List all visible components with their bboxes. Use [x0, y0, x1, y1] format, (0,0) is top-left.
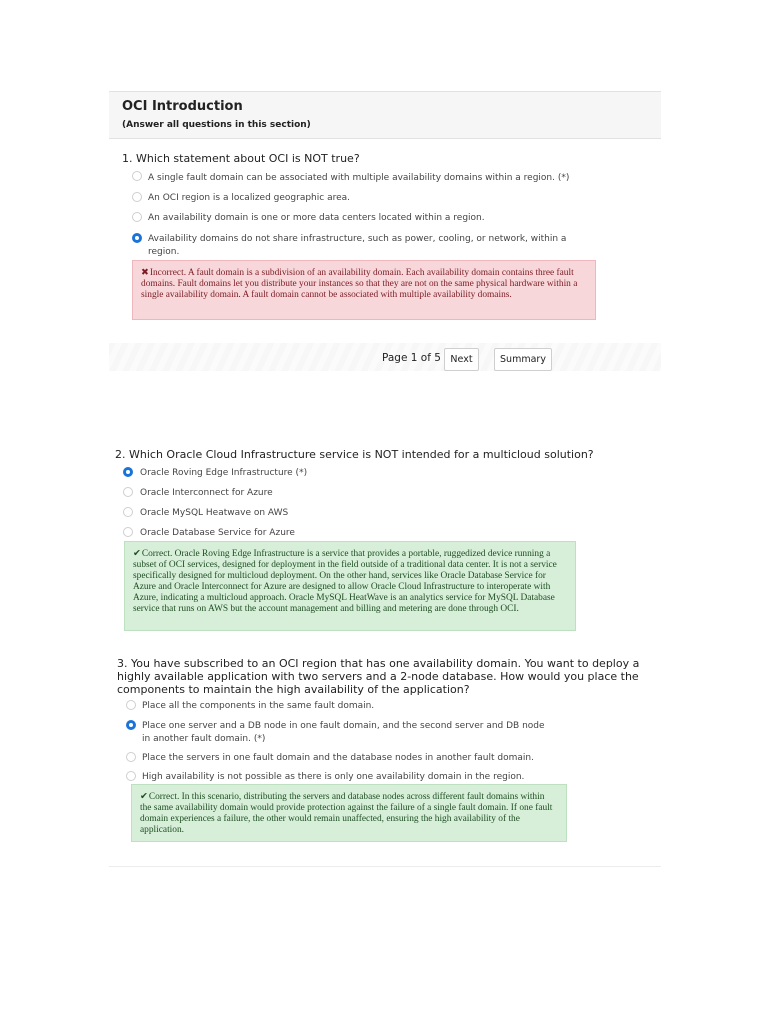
q1-option-3-label[interactable]: An availability domain is one or more data centers located within a region.: [148, 213, 485, 223]
q2-option-4-label[interactable]: Oracle Database Service for Azure: [140, 528, 295, 538]
section-divider: [109, 866, 661, 867]
q3-feedback-text: Correct. In this scenario, distributing the servers and database nodes across different fault domains within the same availability domain would provide protection against the failure of a single fault domain. If one fault domain experiences a failure, the other would remain unaffected, ensuring the high availability of the application.: [140, 792, 553, 835]
q2-option-3-label[interactable]: Oracle MySQL Heatwave on AWS: [140, 508, 289, 518]
q3-option-4-label[interactable]: High availability is not possible as there is only one availability domain in the region.: [142, 772, 525, 782]
q2-option-1-radio-selected[interactable]: [123, 467, 133, 477]
q3-option-4-radio[interactable]: [126, 771, 136, 781]
q1-option-4-radio-selected[interactable]: [132, 233, 142, 243]
q1-option-1-radio[interactable]: [132, 171, 142, 181]
correct-check-icon: ✔: [140, 791, 148, 802]
q1-option-2-radio[interactable]: [132, 192, 142, 202]
q1-feedback-text: Incorrect. A fault domain is a subdivision of an availability domain. Each availability domain contains three fault domains. Fault domains let you distribute your instances so that they are not on the same physical hardware within a single availability domain. A fault domain cannot be associated with multiple availability domains.: [141, 268, 578, 300]
q2-feedback-correct: [124, 541, 576, 631]
q3-option-1-label[interactable]: Place all the components in the same fault domain.: [142, 701, 375, 711]
page-indicator: Page 1 of 5: [382, 352, 441, 364]
q3-option-3-label[interactable]: Place the servers in one fault domain and the database nodes in another fault domain.: [142, 753, 534, 763]
q2-option-3-radio[interactable]: [123, 507, 133, 517]
q1-option-1-label[interactable]: A single fault domain can be associated with multiple availability domains within a region. (*): [148, 173, 570, 183]
q3-option-2-label[interactable]: Place one server and a DB node in one fault domain, and the second server and DB node in another fault domain. (*): [142, 721, 545, 744]
q3-feedback-correct: [131, 784, 567, 842]
q2-option-2-label[interactable]: Oracle Interconnect for Azure: [140, 488, 273, 498]
q1-feedback-incorrect: [132, 260, 596, 320]
next-button[interactable]: Next: [444, 348, 479, 371]
summary-button[interactable]: Summary: [494, 348, 552, 371]
q2-option-4-radio[interactable]: [123, 527, 133, 537]
section-subtitle: (Answer all questions in this section): [122, 120, 311, 130]
q2-feedback-text: Correct. Oracle Roving Edge Infrastructure is a service that provides a portable, ruggedized device running a subset of OCI services, designed for deployment in the field outside of a traditional data center. It is not a service specifically designed for multicloud deployment. On the other hand, services like Oracle Database Service for Azure and Oracle Interconnect for Azure are designed to allow Oracle Cloud Infrastructure to interoperate with Azure, indicating a multicloud approach. Oracle MySQL HeatWave is an analytics service for MySQL Database service that runs on AWS but the account management and billing and metering are done through OCI.: [133, 549, 557, 614]
q1-option-3-radio[interactable]: [132, 212, 142, 222]
section-title: OCI Introduction: [122, 99, 243, 114]
q2-option-2-radio[interactable]: [123, 487, 133, 497]
section-header: [109, 91, 661, 139]
q2-option-1-label[interactable]: Oracle Roving Edge Infrastructure (*): [140, 468, 308, 478]
q3-option-1-radio[interactable]: [126, 700, 136, 710]
quiz-section-1: [109, 91, 661, 371]
question-1-text: 1. Which statement about OCI is NOT true?: [122, 152, 360, 165]
correct-check-icon: ✔: [133, 548, 141, 559]
pagination-bar: [109, 343, 661, 371]
question-3-text: 3. You have subscribed to an OCI region that has one availability domain. You want to deploy a highly available application with two servers and a 2-node database. How would you place the components to maintain the high availability of the application?: [117, 657, 640, 696]
q1-option-4-label[interactable]: Availability domains do not share infrastructure, such as power, cooling, or network, within a region.: [148, 234, 567, 257]
question-2-text: 2. Which Oracle Cloud Infrastructure service is NOT intended for a multicloud solution?: [115, 448, 594, 461]
q1-option-2-label[interactable]: An OCI region is a localized geographic area.: [148, 193, 351, 203]
q3-option-3-radio[interactable]: [126, 752, 136, 762]
incorrect-x-icon: ✖: [141, 267, 149, 278]
q3-option-2-radio-selected[interactable]: [126, 720, 136, 730]
